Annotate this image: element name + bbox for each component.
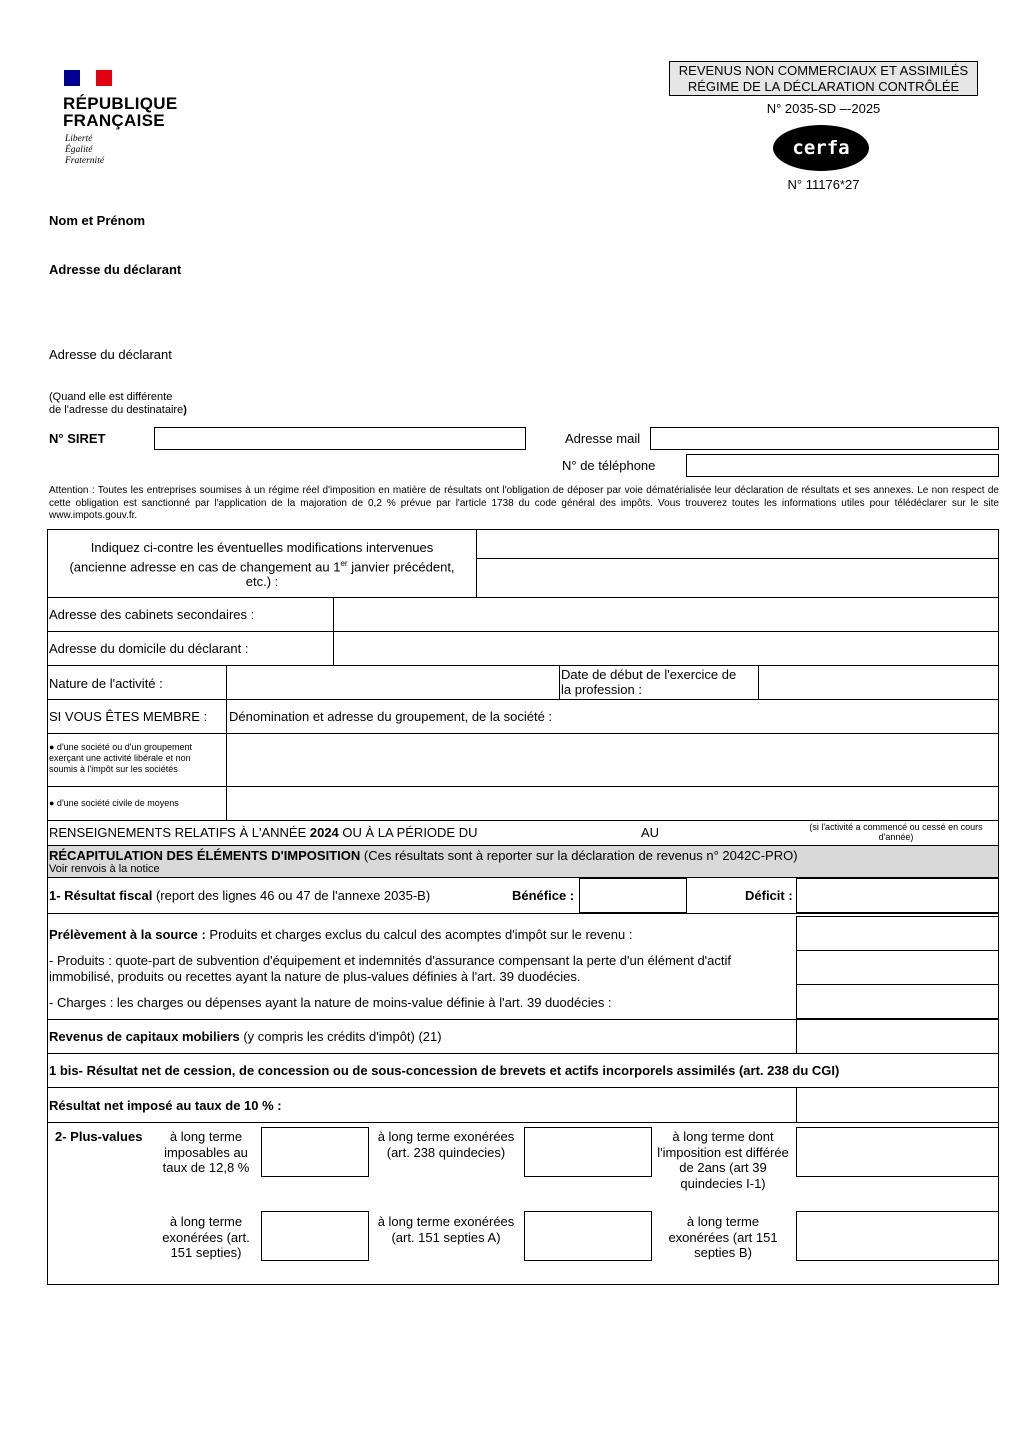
net-10-input[interactable] [797, 1088, 998, 1122]
form-title: REVENUS NON COMMERCIAUX ET ASSIMILÉS RÉGIME DE LA DÉCLARATION CONTRÔLÉE [669, 61, 978, 96]
activite-input[interactable] [227, 666, 559, 699]
pv-differee-input[interactable] [796, 1127, 999, 1177]
siret-label: N° SIRET [49, 431, 106, 446]
pv-differee-label: à long terme dont l'imposition est différée de 2ans (art 39 quindecies I-1) [657, 1129, 789, 1191]
tel-input[interactable] [686, 454, 999, 477]
nom-prenom-label: Nom et Prénom [49, 213, 146, 228]
pv-151-input[interactable] [261, 1211, 369, 1261]
membre-label: SI VOUS ÊTES MEMBRE : [49, 709, 208, 724]
recap-sub: Voir renvois à la notice [49, 863, 160, 875]
rcm-label: Revenus de capitaux mobiliers (y compris les crédits d'impôt) (21) [49, 1029, 442, 1044]
benefice-input[interactable] [579, 878, 687, 913]
denomination-label: Dénomination et adresse du groupement, de la société : [229, 709, 553, 724]
cerfa-number: N° 11176*27 [787, 177, 860, 192]
modifications-input-2[interactable] [477, 559, 998, 597]
societe-label: ● d'une société ou d'un groupement exerçant une activité libérale et non soumis à l'impôt sur les sociétés [49, 742, 192, 774]
cabinets-input[interactable] [334, 598, 998, 631]
activite-label: Nature de l'activité : [49, 676, 163, 691]
deficit-label: Déficit : [745, 888, 793, 903]
renseignements-label: RENSEIGNEMENTS RELATIFS À L'ANNÉE 2024 OU À LA PÉRIODE DU [49, 825, 478, 840]
pv-151a-input[interactable] [524, 1211, 652, 1261]
resultat-fiscal-label: 1- Résultat fiscal (report des lignes 46 ou 47 de l'annexe 2035-B) [49, 888, 431, 903]
scm-input[interactable] [227, 787, 998, 820]
cabinets-label: Adresse des cabinets secondaires : [49, 607, 255, 622]
resultat-bis-label: 1 bis- Résultat net de cession, de concession ou de sous-concession de brevets et actifs incorporels assimilés (art. 238 du CGI) [49, 1063, 840, 1078]
pv-238-input[interactable] [524, 1127, 652, 1177]
pv-151a-label: à long terme exonérées (art. 151 septies A) [377, 1214, 515, 1245]
adresse-declarant-label: Adresse du déclarant [49, 262, 182, 277]
flag-icon [64, 70, 112, 86]
benefice-label: Bénéfice : [512, 888, 575, 903]
modifications-label: Indiquez ci-contre les éventuelles modifications intervenues (ancienne adresse en cas de changement au 1er janvier précédent, etc.) : [69, 540, 455, 590]
net-10-label: Résultat net imposé au taux de 10 % : [49, 1098, 282, 1113]
siret-input[interactable] [154, 427, 526, 450]
domicile-input[interactable] [334, 632, 998, 665]
domicile-label: Adresse du domicile du déclarant : [49, 641, 249, 656]
charges-input[interactable] [796, 984, 999, 1019]
pv-151b-label: à long terme exonérées (art 151 septies B) [668, 1214, 778, 1260]
deficit-input[interactable] [796, 878, 999, 913]
pv-151-label: à long terme exonérées (art. 151 septies) [162, 1214, 250, 1260]
cerfa-logo: cerfa [773, 125, 869, 171]
renseignements-au: AU [641, 825, 660, 840]
prelevement-label: Prélèvement à la source : Produits et charges exclus du calcul des acomptes d'impôt sur le revenu : [49, 927, 633, 942]
debut-label: Date de début de l'exercice de la profession : [561, 667, 737, 697]
adresse-note: (Quand elle est différente de l'adresse du destinataire) [49, 391, 187, 416]
plus-values-title: 2- Plus-values [55, 1129, 143, 1144]
produits-label: - Produits : quote-part de subvention d'équipement et indemnités d'assurance compensant la perte d'un élément d'actif immobilisé, produits ou recettes ayant la nature de plus-values définies à l'art. 39 duodécies. [49, 953, 732, 984]
pv-238-label: à long terme exonérées (art. 238 quindecies) [377, 1129, 515, 1160]
logo-republique: RÉPUBLIQUE FRANÇAISE [63, 94, 178, 130]
recap-title: RÉCAPITULATION DES ÉLÉMENTS D'IMPOSITION (Ces résultats sont à reporter sur la déclaration de revenus n° 2042C-PRO) [49, 848, 798, 863]
charges-label: - Charges : les charges ou dépenses ayant la nature de moins-value définie à l'art. 39 duodécies : [49, 995, 612, 1010]
produits-input[interactable] [796, 950, 999, 985]
logo-devise: Liberté Égalité Fraternité [65, 134, 105, 166]
debut-input[interactable] [759, 666, 998, 699]
mail-label: Adresse mail [565, 431, 641, 446]
societe-input[interactable] [227, 734, 998, 786]
rcm-input[interactable] [797, 1020, 998, 1053]
modifications-input-1[interactable] [477, 530, 998, 558]
tel-label: N° de téléphone [562, 458, 656, 473]
mail-input[interactable] [650, 427, 999, 450]
scm-label: ● d'une société civile de moyens [49, 798, 179, 808]
prelevement-input[interactable] [796, 916, 999, 951]
renseignements-note: (si l'activité a commencé ou cessé en cours d'année) [809, 822, 983, 842]
pv-imposables-input[interactable] [261, 1127, 369, 1177]
attention-notice: Attention : Toutes les entreprises soumises à un régime réel d'imposition en matière de résultats ont l'obligation de déposer par voie dématérialisée leur déclaration de résultats et ses annexes. Le non respect de cette obligation est sanctionné par l'application de la majoration de 0,2 % prévue par l'article 1738 du code général des impôts. Vous trouverez toutes les informations utiles pour télédéclarer sur le site www.impots.gouv.fr. [49, 485, 999, 521]
adresse-declarant-label-2: Adresse du déclarant [49, 347, 172, 362]
pv-151b-input[interactable] [796, 1211, 999, 1261]
pv-imposables-label: à long terme imposables au taux de 12,8 % [162, 1129, 250, 1175]
form-number: N° 2035-SD –-2025 [766, 101, 881, 116]
